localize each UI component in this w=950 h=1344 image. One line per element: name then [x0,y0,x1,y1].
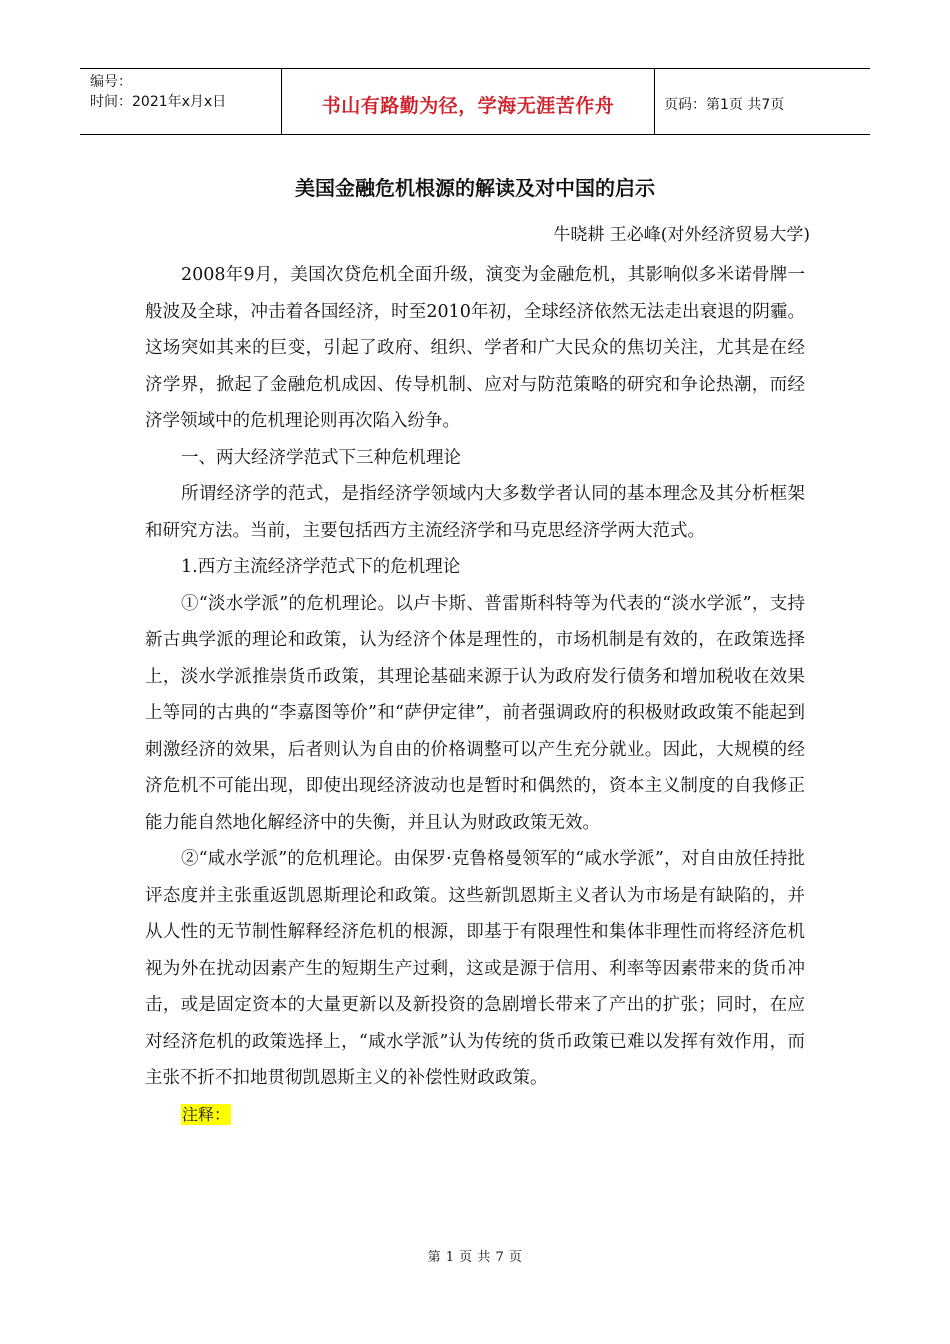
paragraph-freshwater: ①“淡水学派”的危机理论。以卢卡斯、普雷斯科特等为代表的“淡水学派”，支持新古典学派的理论和政策，认为经济个体是理性的，市场机制是有效的，在政策选择上，淡水学派推崇货币政策，其理论基础来源于认为政府发行债务和增加税收在效果上等同的古典的“李嘉图等价”和“萨伊定律”，前者强调政府的积极财政政策不能起到刺激经济的效果，后者则认为自由的价格调整可以产生充分就业。因此，大规模的经济危机不可能出现，即使出现经济波动也是暂时和偶然的，资本主义制度的自我修正能力能自然地化解经济中的失衡，并且认为财政政策无效。 [145,593,805,833]
page-footer: 第 1 页 共 7 页 [427,1250,523,1265]
header-table [80,68,870,135]
header-meta [80,69,282,134]
paragraph-saltwater: ②“咸水学派”的危机理论。由保罗·克鲁格曼领军的“咸水学派”，对自由放任持批评态度并主张重返凯恩斯理论和政策。这些新凯恩斯主义者认为市场是有缺陷的，并从人性的无节制性解释经济危机的根源，即基于有限理性和集体非理性而将经济危机视为外在扰动因素产生的短期生产过剩，这或是源于信用、利率等因素带来的货币冲击，或是固定资本的大量更新以及新投资的急剧增长带来了产出的扩张；同时，在应对经济危机的政策选择上，“咸水学派”认为传统的货币政策已难以发挥有效作用，而主张不折不扣地贯彻凯恩斯主义的补偿性财政政策。 [145,849,805,1088]
document-time-label: 时间：2021年x月x日 [90,94,227,110]
subsection-heading-1: 1.西方主流经济学范式下的危机理论 [181,557,461,577]
header-page-info: 页码：第1页 共7页 [664,96,785,113]
article-author: 牛晓耕 王必峰(对外经济贸易大学) [553,225,810,245]
article-body [145,257,805,1133]
header-motto: 书山有路勤为径，学海无涯苦作舟 [282,69,655,134]
article-title: 美国金融危机根源的解读及对中国的启示 [295,176,655,200]
paragraph-paradigm: 所谓经济学的范式，是指经济学领域内大多数学者认同的基本理念及其分析框架和研究方法。当前，主要包括西方主流经济学和马克思经济学两大范式。 [145,484,805,541]
note-label: 注释： [182,1104,231,1124]
paragraph-intro: 2008年9月，美国次贷危机全面升级，演变为金融危机，其影响似多米诺骨牌一般波及全球，冲击着各国经济，时至2010年初，全球经济依然无法走出衰退的阴霾。这场突如其来的巨变，引起了政府、组织、学者和广大民众的焦切关注，尤其是在经济学界，掀起了金融危机成因、传导机制、应对与防范策略的研究和争论热潮，而经济学领域中的危机理论则再次陷入纷争。 [145,265,805,431]
note-line [145,1097,805,1133]
document-number-label: 编号： [90,74,132,90]
section-heading-1: 一、两大经济学范式下三种危机理论 [181,447,461,468]
